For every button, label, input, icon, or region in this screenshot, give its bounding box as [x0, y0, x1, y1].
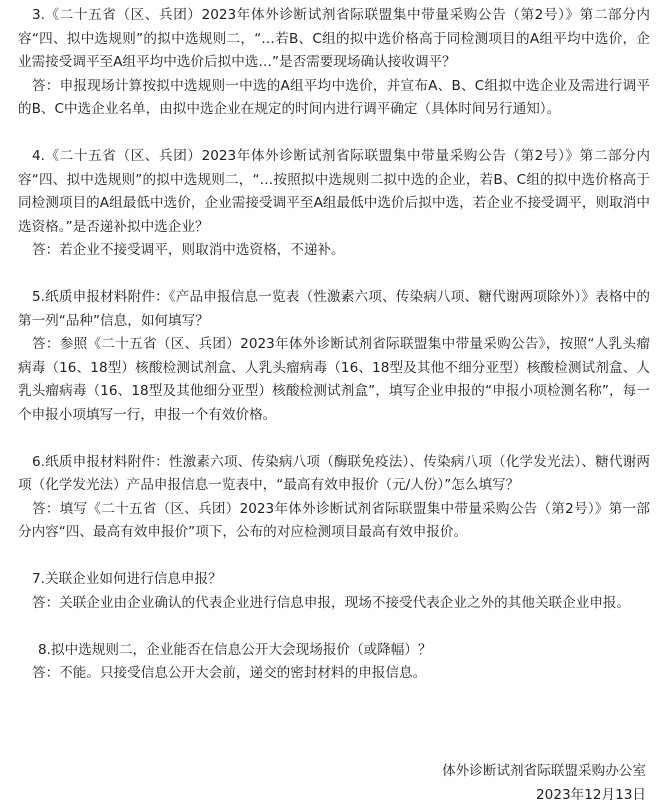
issuing-office: 体外诊断试剂省际联盟采购办公室 [442, 763, 646, 779]
question-5: 5.纸质申报材料附件：《产品申报信息一览表（性激素六项、传染病八项、糖代谢两项除外）》表格中的第一列“品种”信息，如何填写？ [18, 289, 650, 329]
qa-item-6 [18, 451, 650, 545]
qa-item-3 [18, 4, 650, 122]
signature-block [442, 760, 646, 807]
question-4: 4.《二十五省（区、兵团）2023年体外诊断试剂省际联盟集中带量采购公告（第2号）》第二部分内容“四、拟中选规则”的拟中选规则二，“…按照拟中选规则二拟中选的企业，若B、C组的拟中选价格高于同检测项目的A组最低中选价，企业需接受调平至A组最低中选价后拟中选，若企业不接受调平，则取消中选资格。”是否递补拟中选企业？ [18, 148, 650, 235]
question-7: 7.关联企业如何进行信息申报？ [32, 571, 222, 587]
qa-item-8 [18, 639, 650, 686]
answer-4: 答：若企业不接受调平，则取消中选资格，不递补。 [32, 242, 345, 258]
answer-8: 答：不能。只接受信息公开大会前，递交的密封材料的申报信息。 [32, 665, 427, 681]
qa-item-4 [18, 145, 650, 263]
answer-7: 答：关联企业由企业确认的代表企业进行信息申报，现场不接受代表企业之外的其他关联企业申报。 [32, 594, 631, 611]
answer-3: 答：申报现场计算按拟中选规则一中选的A组平均中选价，并宣布A、B、C组拟中选企业及需进行调平的B、C中选企业名单，由拟中选企业在规定的时间内进行调平确定（具体时间另行通知）。 [18, 77, 650, 117]
qa-item-5 [18, 286, 650, 427]
question-8: 8.拟中选规则二，企业能否在信息公开大会现场报价（或降幅）？ [38, 641, 432, 658]
issue-date: 2023年12月13日 [536, 786, 646, 803]
qa-item-7 [18, 568, 650, 615]
answer-5: 答：参照《二十五省（区、兵团）2023年体外诊断试剂省际联盟集中带量采购公告》，按照“人乳头瘤病毒（16、18型）核酸检测试剂盒、人乳头瘤病毒（16、18型及其他不细分亚型）核酸检测试剂盒、人乳头瘤病毒（16、18型及其他细分亚型）核酸检测试剂盒”，填写企业申报的“申报小项检测名称”，每一个申报小项填写一行，申报一个有效价格。 [18, 336, 650, 423]
question-6: 6.纸质申报材料附件：性激素六项、传染病八项（酶联免疫法）、传染病八项（化学发光法）、糖代谢两项（化学发光法）产品申报信息一览表中，“最高有效申报价（元/人份）”怎么填写？ [18, 453, 650, 493]
faq-document [18, 4, 650, 709]
question-3: 3.《二十五省（区、兵团）2023年体外诊断试剂省际联盟集中带量采购公告（第2号）》第二部分内容“四、拟中选规则”的拟中选规则二，“…若B、C组的拟中选价格高于同检测项目的A组平均中选价，企业需接受调平至A组平均中选价后拟中选…”是否需要现场确认接收调平？ [18, 7, 650, 70]
answer-6: 答：填写《二十五省（区、兵团）2023年体外诊断试剂省际联盟集中带量采购公告（第2号）》第一部分内容“四、最高有效申报价”项下，公布的对应检测项目最高有效申报价。 [18, 500, 650, 540]
